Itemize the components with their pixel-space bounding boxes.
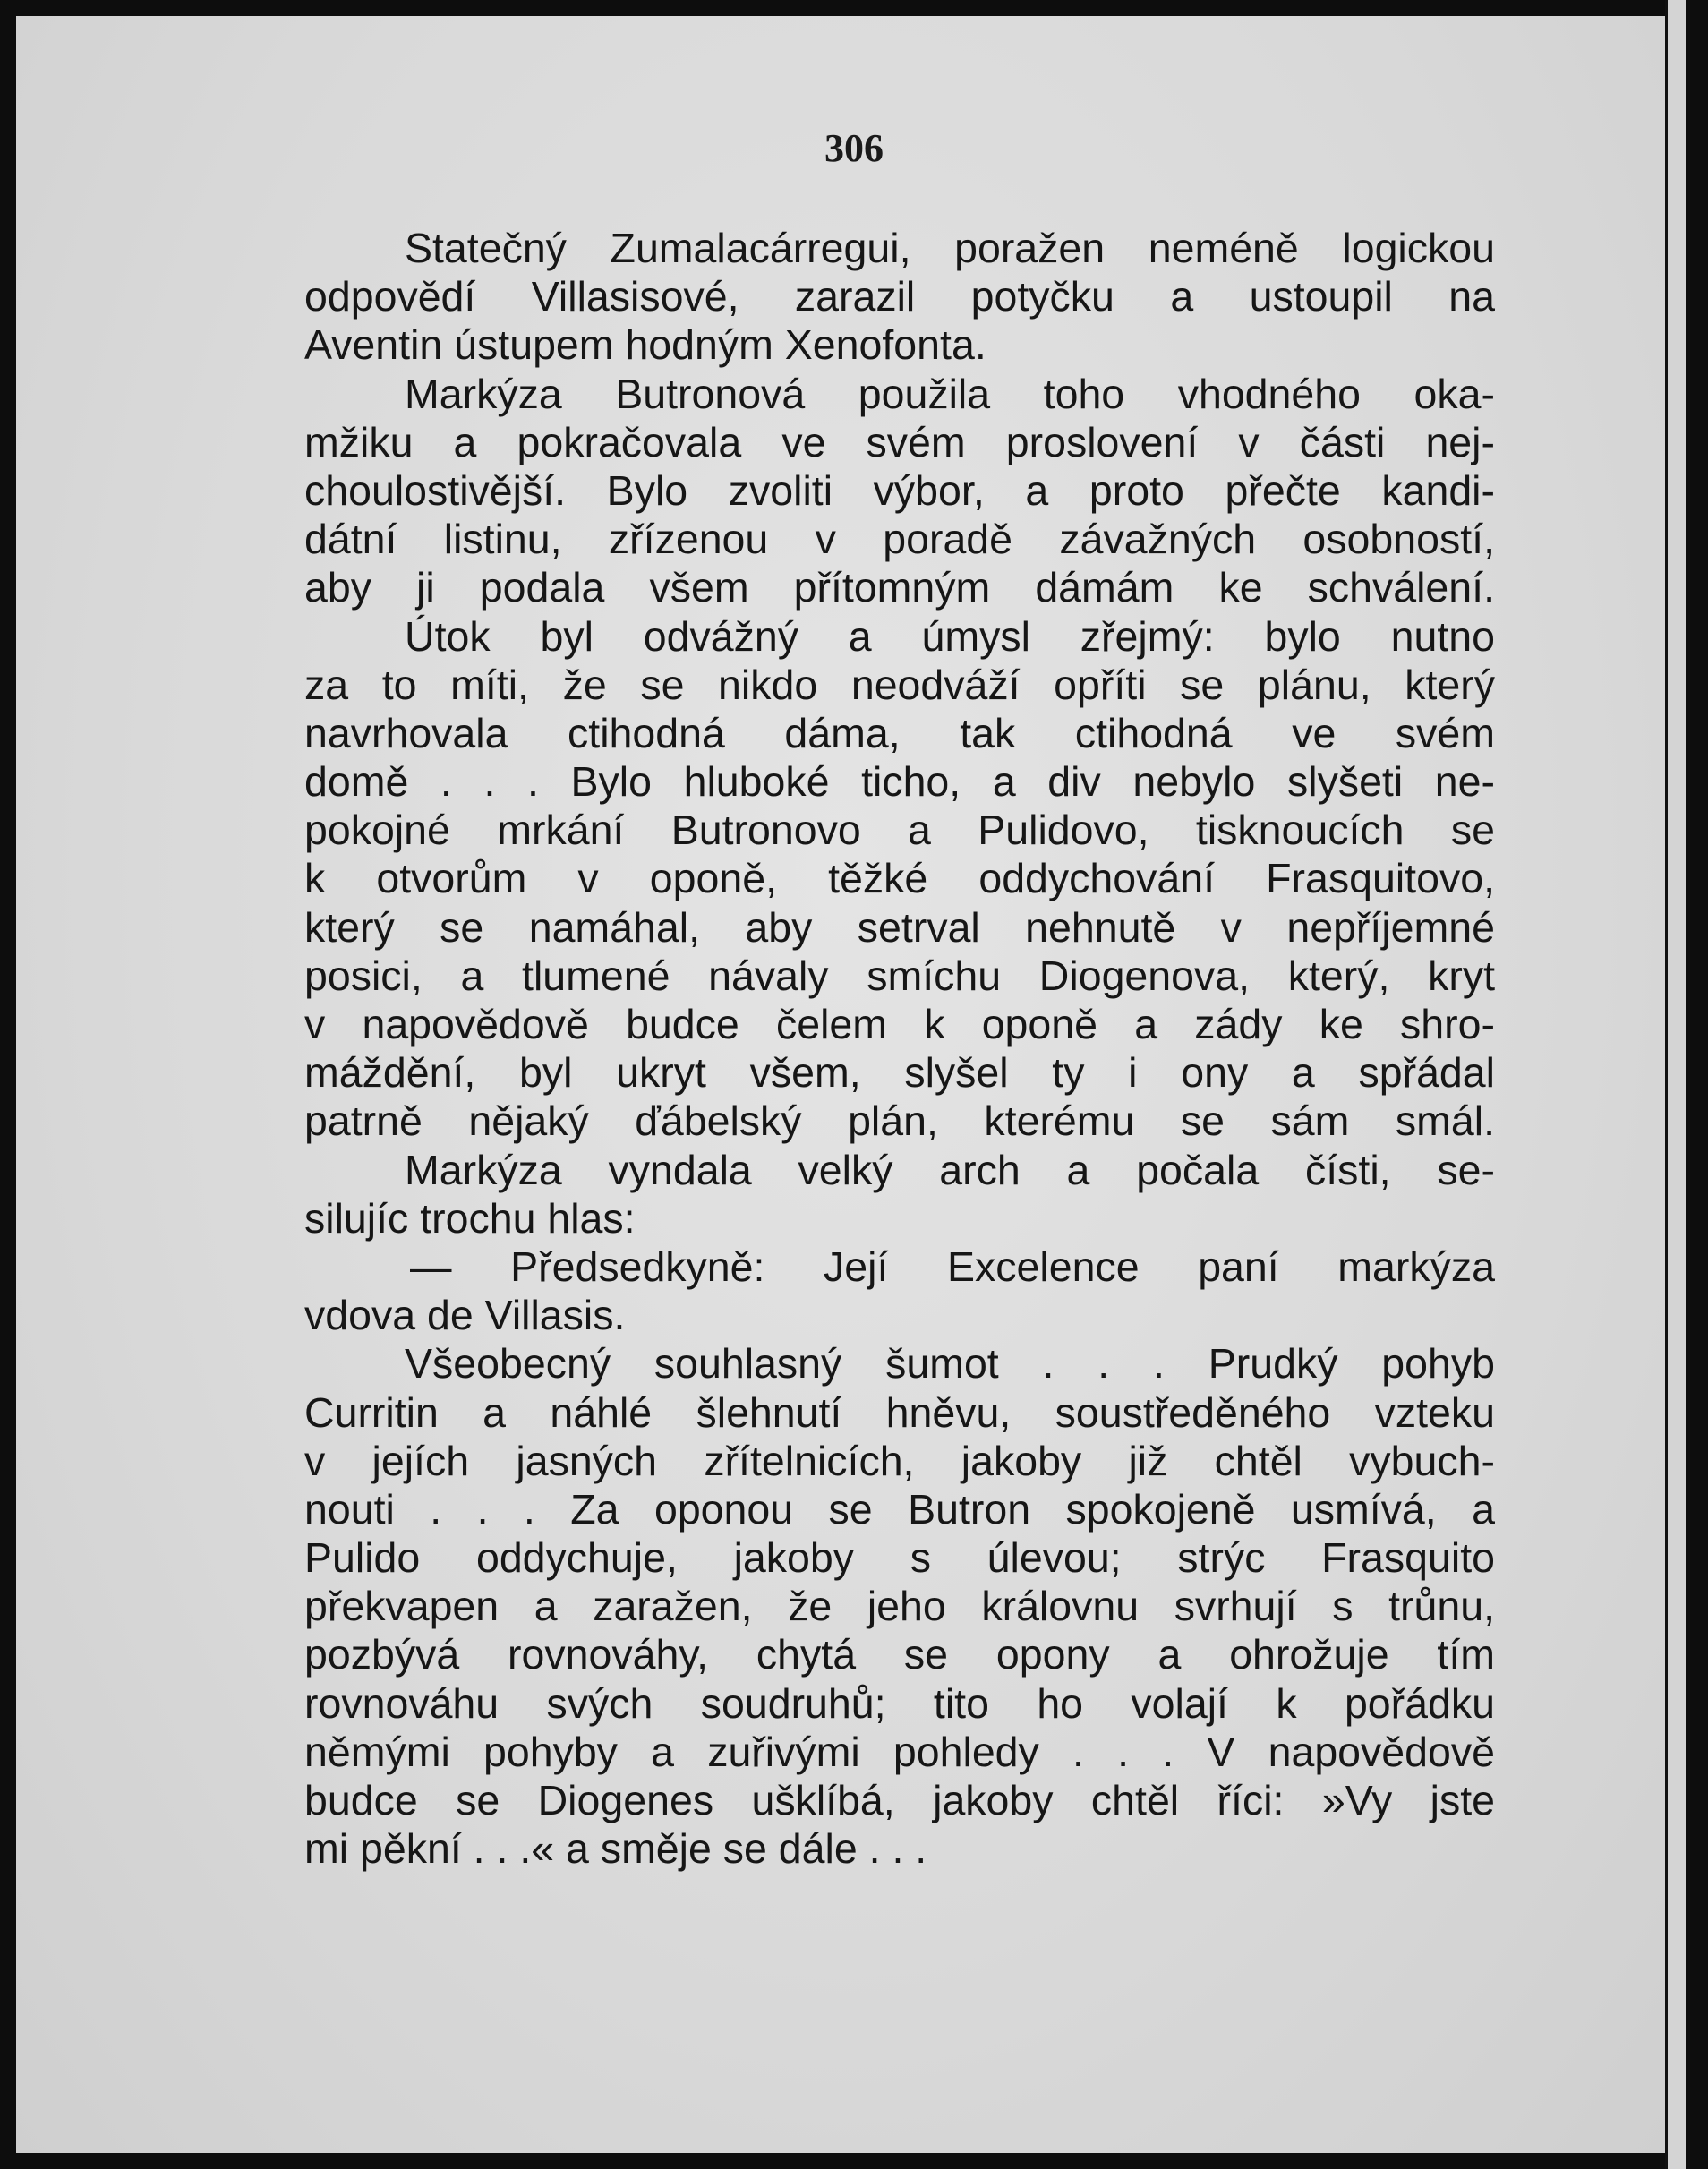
text-line: domě . . . Bylo hluboké ticho, a div nebylo slyšeti ne- [304, 758, 1495, 806]
text-line: choulostivější. Bylo zvoliti výbor, a proto přečte kandi- [304, 466, 1495, 514]
text-line: který se namáhal, aby setrval nehnutě v nepříjemné [304, 903, 1495, 951]
text-line: patrně nějaký ďábelský plán, kterému se sám smál. [304, 1097, 1495, 1145]
text-line: Curritin a náhlé šlehnutí hněvu, soustředěného vzteku [304, 1388, 1495, 1436]
text-line: Markýza vyndala velký arch a počala čísti, se- [405, 1146, 1495, 1193]
text-line: dátní listinu, zřízenou v poradě závažných osobností, [304, 516, 1495, 563]
text-line: němými pohyby a zuřivými pohledy . . . V napovědově [304, 1728, 1495, 1775]
text-line: navrhovala ctihodná dáma, tak ctihodná ve svém [304, 709, 1495, 756]
text-line: mžiku a pokračovala ve svém proslovení v části nej- [304, 418, 1495, 465]
text-line: Všeobecný souhlasný šumot . . . Prudký pohyb [405, 1340, 1495, 1388]
text-line: v napovědově budce čelem k oponě a zády ke shro- [304, 1001, 1495, 1047]
text-line: Útok byl odvážný a úmysl zřejmý: bylo nutno [405, 612, 1495, 660]
text-line: Pulido oddychuje, jakoby s úlevou; strýc Frasquito [304, 1534, 1495, 1582]
text-line: mi pěkní . . .« a směje se dále . . . [304, 1825, 927, 1873]
text-line: rovnováhu svých soudruhů; tito ho volají k pořádku [304, 1679, 1495, 1727]
text-line: nouti . . . Za oponou se Butron spokojeně usmívá, a [304, 1485, 1495, 1533]
text-line: v jejích jasných zřítelnicích, jakoby již chtěl vybuch- [304, 1437, 1495, 1484]
text-line: silujíc trochu hlas: [304, 1194, 636, 1242]
text-line: odpovědí Villasisové, zarazil potyčku a ustoupil na [304, 273, 1495, 320]
text-line: — Předsedkyně: Její Excelence paní markýza [410, 1242, 1495, 1290]
text-line: budce se Diogenes ušklíbá, jakoby chtěl říci: »Vy jste [304, 1777, 1495, 1823]
text-line: k otvorům v oponě, těžké oddychování Frasquitovo, [304, 855, 1495, 902]
text-line: pokojné mrkání Butronovo a Pulidovo, tisknoucích se [304, 807, 1495, 854]
text-line: aby ji podala všem přítomným dámám ke schválení. [304, 564, 1495, 611]
text-line: překvapen a zaražen, že jeho královnu svrhují s trůnu, [304, 1583, 1495, 1630]
page-number: 306 [824, 126, 884, 170]
page-edge [1665, 0, 1686, 2169]
text-line: vdova de Villasis. [304, 1292, 626, 1339]
text-line: posici, a tlumené návaly smíchu Diogenova, který, kryt [304, 952, 1495, 999]
text-line: máždění, byl ukryt všem, slyšel ty i ony a spřádal [304, 1049, 1495, 1097]
text-line: Statečný Zumalacárregui, poražen neméně logickou [405, 225, 1495, 271]
text-line: Markýza Butronová použila toho vhodného oka- [405, 370, 1495, 417]
text-line: Aventin ústupem hodným Xenofonta. [304, 321, 986, 369]
body-text [304, 224, 1495, 1873]
text-line: pozbývá rovnováhy, chytá se opony a ohrožuje tím [304, 1631, 1495, 1678]
text-line: za to míti, že se nikdo neodváží opříti se plánu, který [304, 661, 1495, 708]
